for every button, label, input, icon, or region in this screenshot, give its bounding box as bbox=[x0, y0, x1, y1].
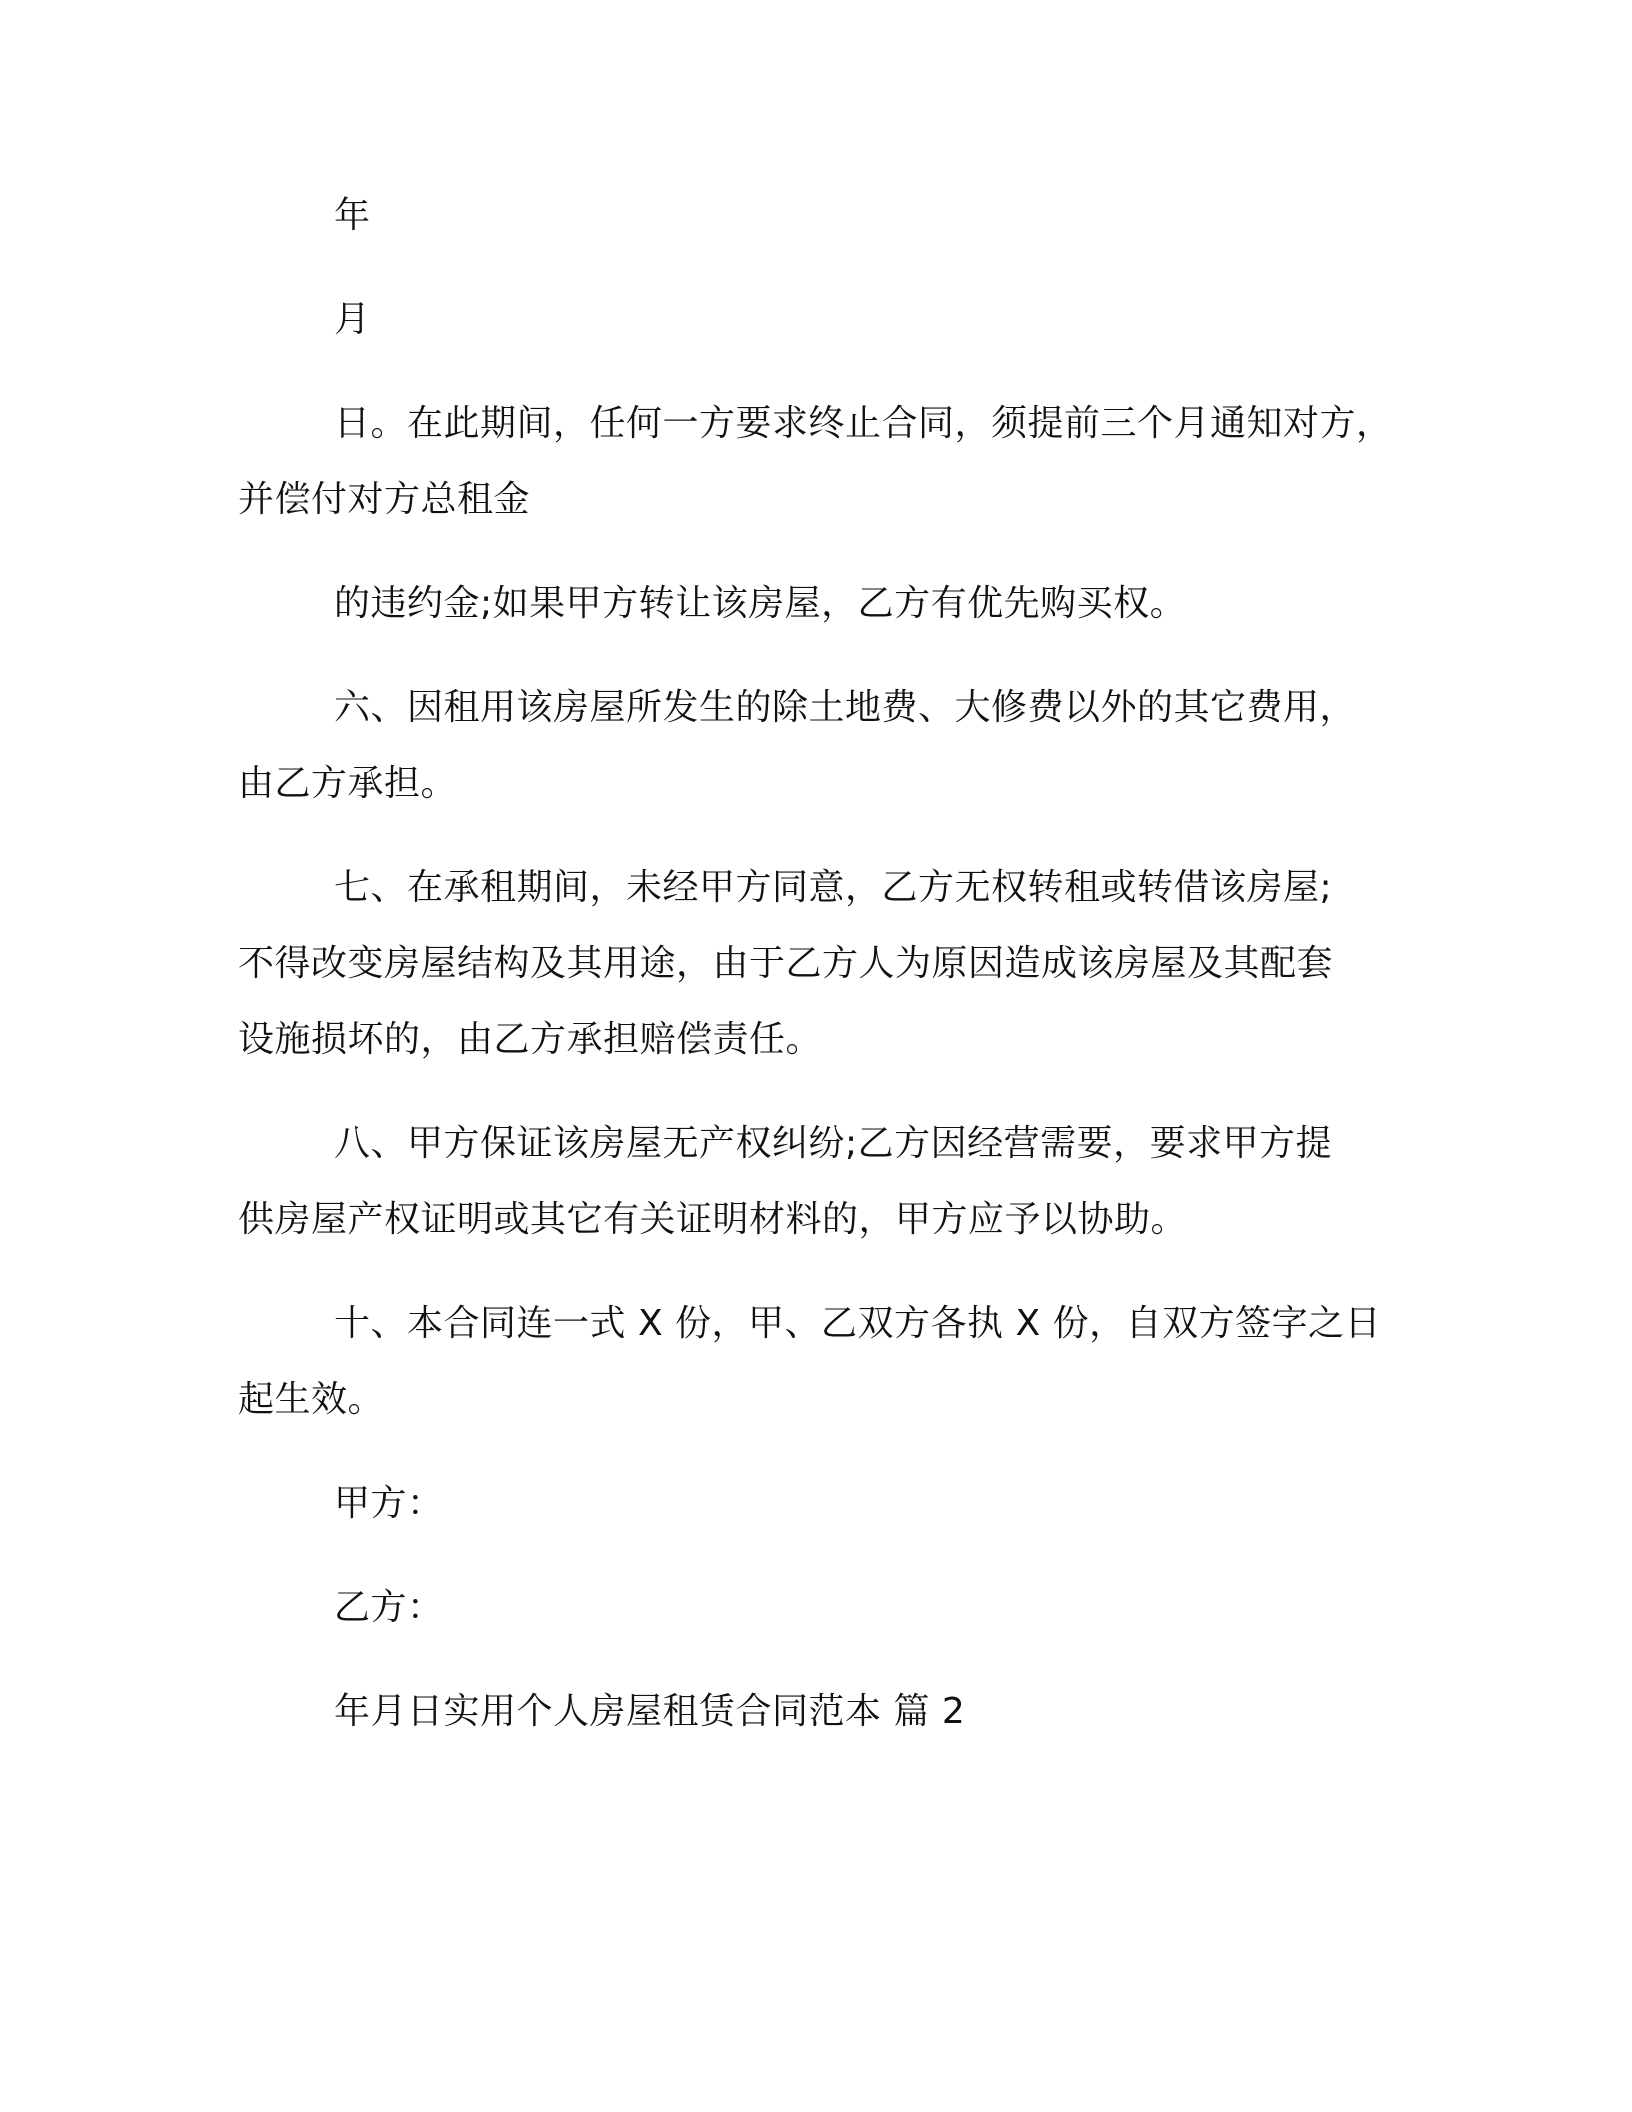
clause-seven-line-3: 设施损坏的，由乙方承担赔偿责任。 bbox=[238, 1019, 823, 1060]
text-line-month: 月 bbox=[334, 299, 371, 340]
text-line-year: 年 bbox=[334, 195, 371, 236]
clause-six-line-1: 六、因租用该房屋所发生的除土地费、大修费以外的其它费用， bbox=[334, 687, 1357, 728]
text-line-compensation: 并偿付对方总租金 bbox=[238, 479, 531, 520]
clause-ten-line-2: 起生效。 bbox=[238, 1379, 385, 1420]
party-a-signature-label: 甲方： bbox=[334, 1483, 444, 1524]
text-line-penalty: 的违约金;如果甲方转让该房屋，乙方有优先购买权。 bbox=[334, 583, 1187, 624]
clause-seven-line-2: 不得改变房屋结构及其用途，由于乙方人为原因造成该房屋及其配套 bbox=[238, 943, 1334, 984]
clause-eight-line-2: 供房屋产权证明或其它有关证明材料的，甲方应予以协助。 bbox=[238, 1199, 1188, 1240]
section-heading-part-2: 年月日实用个人房屋租赁合同范本 篇 2 bbox=[334, 1691, 966, 1732]
clause-eight-line-1: 八、甲方保证该房屋无产权纠纷;乙方因经营需要，要求甲方提 bbox=[334, 1123, 1333, 1164]
clause-six-line-2: 由乙方承担。 bbox=[238, 763, 458, 804]
clause-ten-line-1: 十、本合同连一式 X 份，甲、乙双方各执 X 份，自双方签字之日 bbox=[334, 1303, 1382, 1344]
party-b-signature-label: 乙方： bbox=[334, 1587, 444, 1628]
clause-seven-line-1: 七、在承租期间，未经甲方同意，乙方无权转租或转借该房屋; bbox=[334, 867, 1333, 908]
text-line-termination: 日。在此期间，任何一方要求终止合同，须提前三个月通知对方， bbox=[334, 403, 1393, 444]
